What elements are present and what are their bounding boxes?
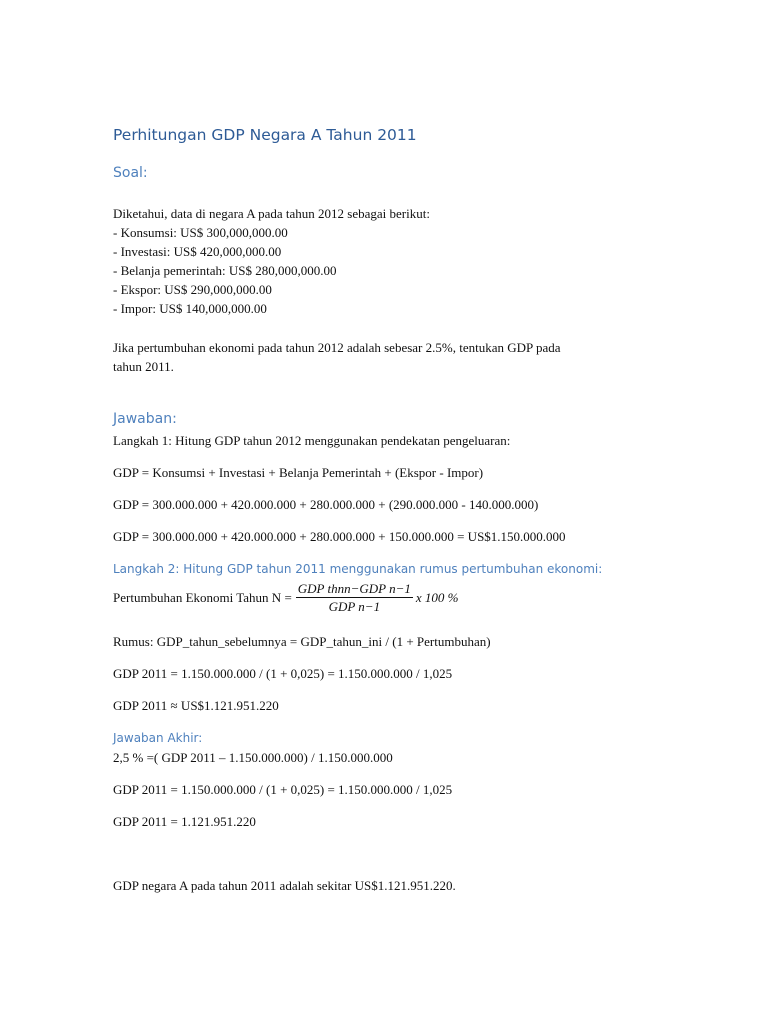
calc-line: GDP 2011 ≈ US$1.121.951.220 [113,698,279,713]
formula-denominator: GDP n−1 [328,599,381,614]
final-line: GDP 2011 = 1.150.000.000 / (1 + 0,025) = 1.150.000.000 / 1,025 [113,782,453,797]
final-heading: Jawaban Akhir: [113,731,203,745]
list-item: - Impor: US$ 140,000,000.00 [113,301,267,316]
equation-line: GDP = 300.000.000 + 420.000.000 + 280.000.000 + (290.000.000 - 140.000.000) [113,497,539,512]
equation-line: GDP = Konsumsi + Investasi + Belanja Pemerintah + (Ekspor - Impor) [113,465,484,480]
jawaban-heading: Jawaban: [113,411,177,427]
rumus-line: Rumus: GDP_tahun_sebelumnya = GDP_tahun_ini / (1 + Pertumbuhan) [113,634,491,649]
question-line: tahun 2011. [113,359,174,374]
calc-line: GDP 2011 = 1.150.000.000 / (1 + 0,025) = 1.150.000.000 / 1,025 [113,666,453,681]
list-item: - Ekspor: US$ 290,000,000.00 [113,282,272,297]
list-item: - Investasi: US$ 420,000,000.00 [113,244,282,259]
question-line: Jika pertumbuhan ekonomi pada tahun 2012 adalah sebesar 2.5%, tentukan GDP pada [113,340,561,355]
step1-text: Langkah 1: Hitung GDP tahun 2012 menggunakan pendekatan pengeluaran: [113,433,511,448]
list-item: - Konsumsi: US$ 300,000,000.00 [113,225,288,240]
soal-heading: Soal: [113,165,148,181]
formula-suffix: x 100 % [415,590,459,605]
list-item: - Belanja pemerintah: US$ 280,000,000.00 [113,263,337,278]
final-line: GDP 2011 = 1.121.951.220 [113,814,256,829]
final-line: 2,5 % =( GDP 2011 – 1.150.000.000) / 1.150.000.000 [113,750,393,765]
growth-formula [113,580,459,615]
formula-fraction [296,580,413,615]
conclusion: GDP negara A pada tahun 2011 adalah sekitar US$1.121.951.220. [113,878,456,893]
soal-intro: Diketahui, data di negara A pada tahun 2012 sebagai berikut: [113,206,430,221]
formula-label: Pertumbuhan Ekonomi Tahun N = [113,590,292,605]
step2-heading: Langkah 2: Hitung GDP tahun 2011 menggunakan rumus pertumbuhan ekonomi: [113,562,603,576]
formula-numerator: GDP thnn−GDP n−1 [297,581,411,596]
equation-line: GDP = 300.000.000 + 420.000.000 + 280.000.000 + 150.000.000 = US$1.150.000.000 [113,529,566,544]
document-title: Perhitungan GDP Negara A Tahun 2011 [113,126,417,144]
